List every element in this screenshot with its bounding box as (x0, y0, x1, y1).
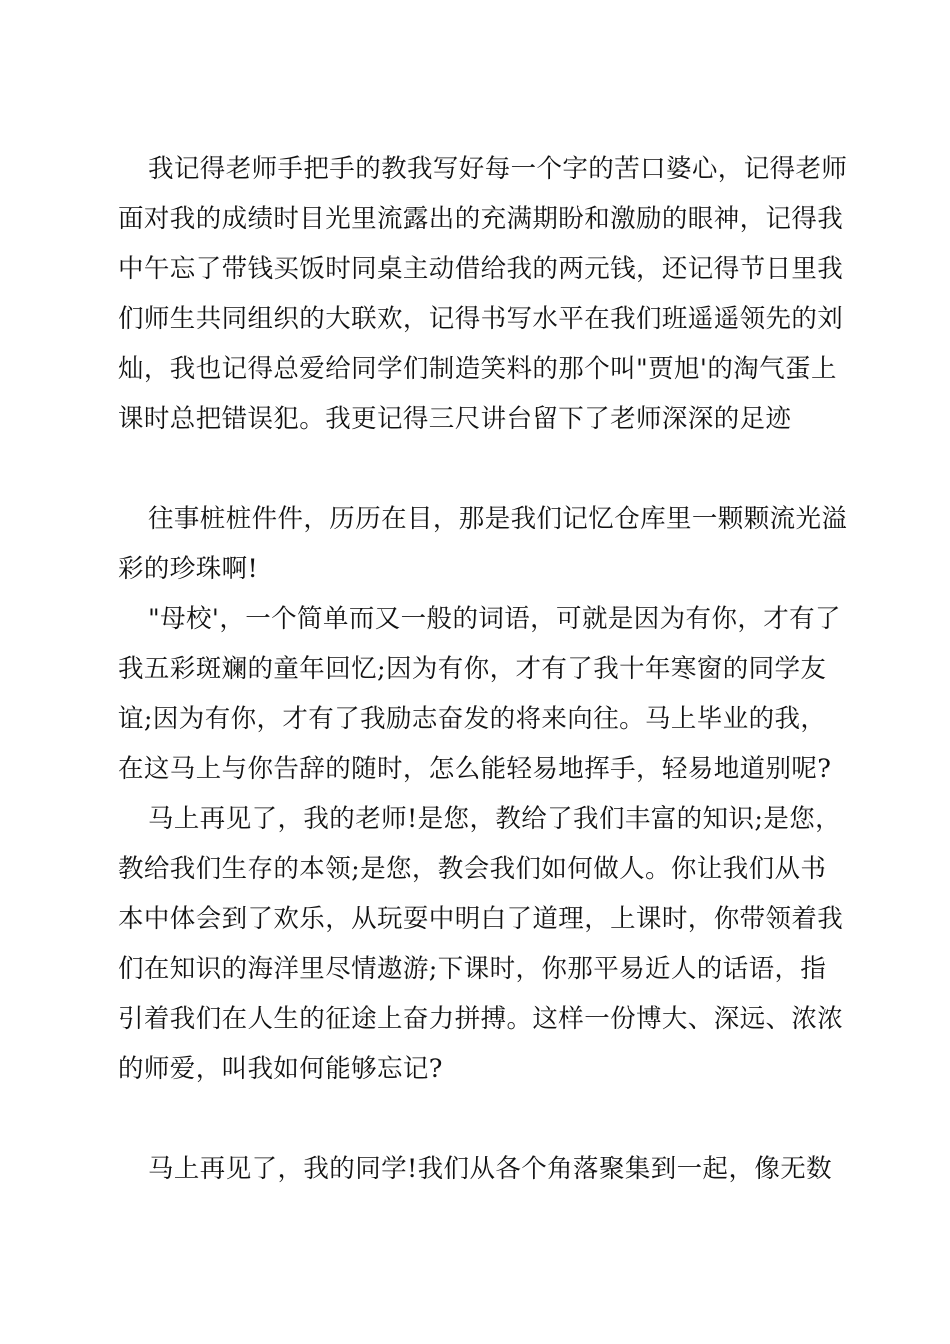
text-line: 在这马上与你告辞的随时，怎么能轻易地挥手，轻易地道别呢? (118, 754, 832, 784)
text-line: 面对我的成绩时目光里流露出的充满期盼和激励的眼神，记得我 (118, 204, 844, 234)
text-line: 们师生共同组织的大联欢，记得书写水平在我们班遥遥领先的刘 (118, 304, 844, 334)
text-line: 我五彩斑斓的童年回忆;因为有你，才有了我十年寒窗的同学友 (118, 654, 827, 684)
text-line: 马上再见了，我的同学!我们从各个角落聚集到一起，像无数 (148, 1154, 833, 1184)
text-line: 课时总把错误犯。我更记得三尺讲台留下了老师深深的足迹 (118, 404, 792, 434)
text-line: 马上再见了，我的老师!是您，教给了我们丰富的知识;是您， (148, 804, 842, 834)
text-line: 灿，我也记得总爱给同学们制造笑料的那个叫"贾旭'的淘气蛋上 (118, 354, 837, 384)
text-line: 引着我们在人生的征途上奋力拼搏。这样一份博大、深远、浓浓 (118, 1004, 844, 1034)
text-line: 谊;因为有你，才有了我励志奋发的将来向往。马上毕业的我， (118, 704, 827, 734)
text-line: 我记得老师手把手的教我写好每一个字的苦口婆心，记得老师 (148, 154, 848, 184)
text-line: 本中体会到了欢乐，从玩耍中明白了道理，上课时，你带领着我 (118, 904, 844, 934)
text-line: 中午忘了带钱买饭时同桌主动借给我的两元钱，还记得节日里我 (118, 254, 844, 284)
text-line: 往事桩桩件件，历历在目，那是我们记忆仓库里一颗颗流光溢 (148, 504, 848, 534)
text-line: 的师爱，叫我如何能够忘记? (118, 1054, 443, 1084)
text-line: 教给我们生存的本领;是您，教会我们如何做人。你让我们从书 (118, 854, 827, 884)
text-line: "母校'，一个简单而又一般的词语，可就是因为有你，才有了 (148, 604, 841, 634)
text-line: 们在知识的海洋里尽情遨游;下课时，你那平易近人的话语，指 (118, 954, 827, 984)
text-line: 彩的珍珠啊! (118, 554, 259, 584)
